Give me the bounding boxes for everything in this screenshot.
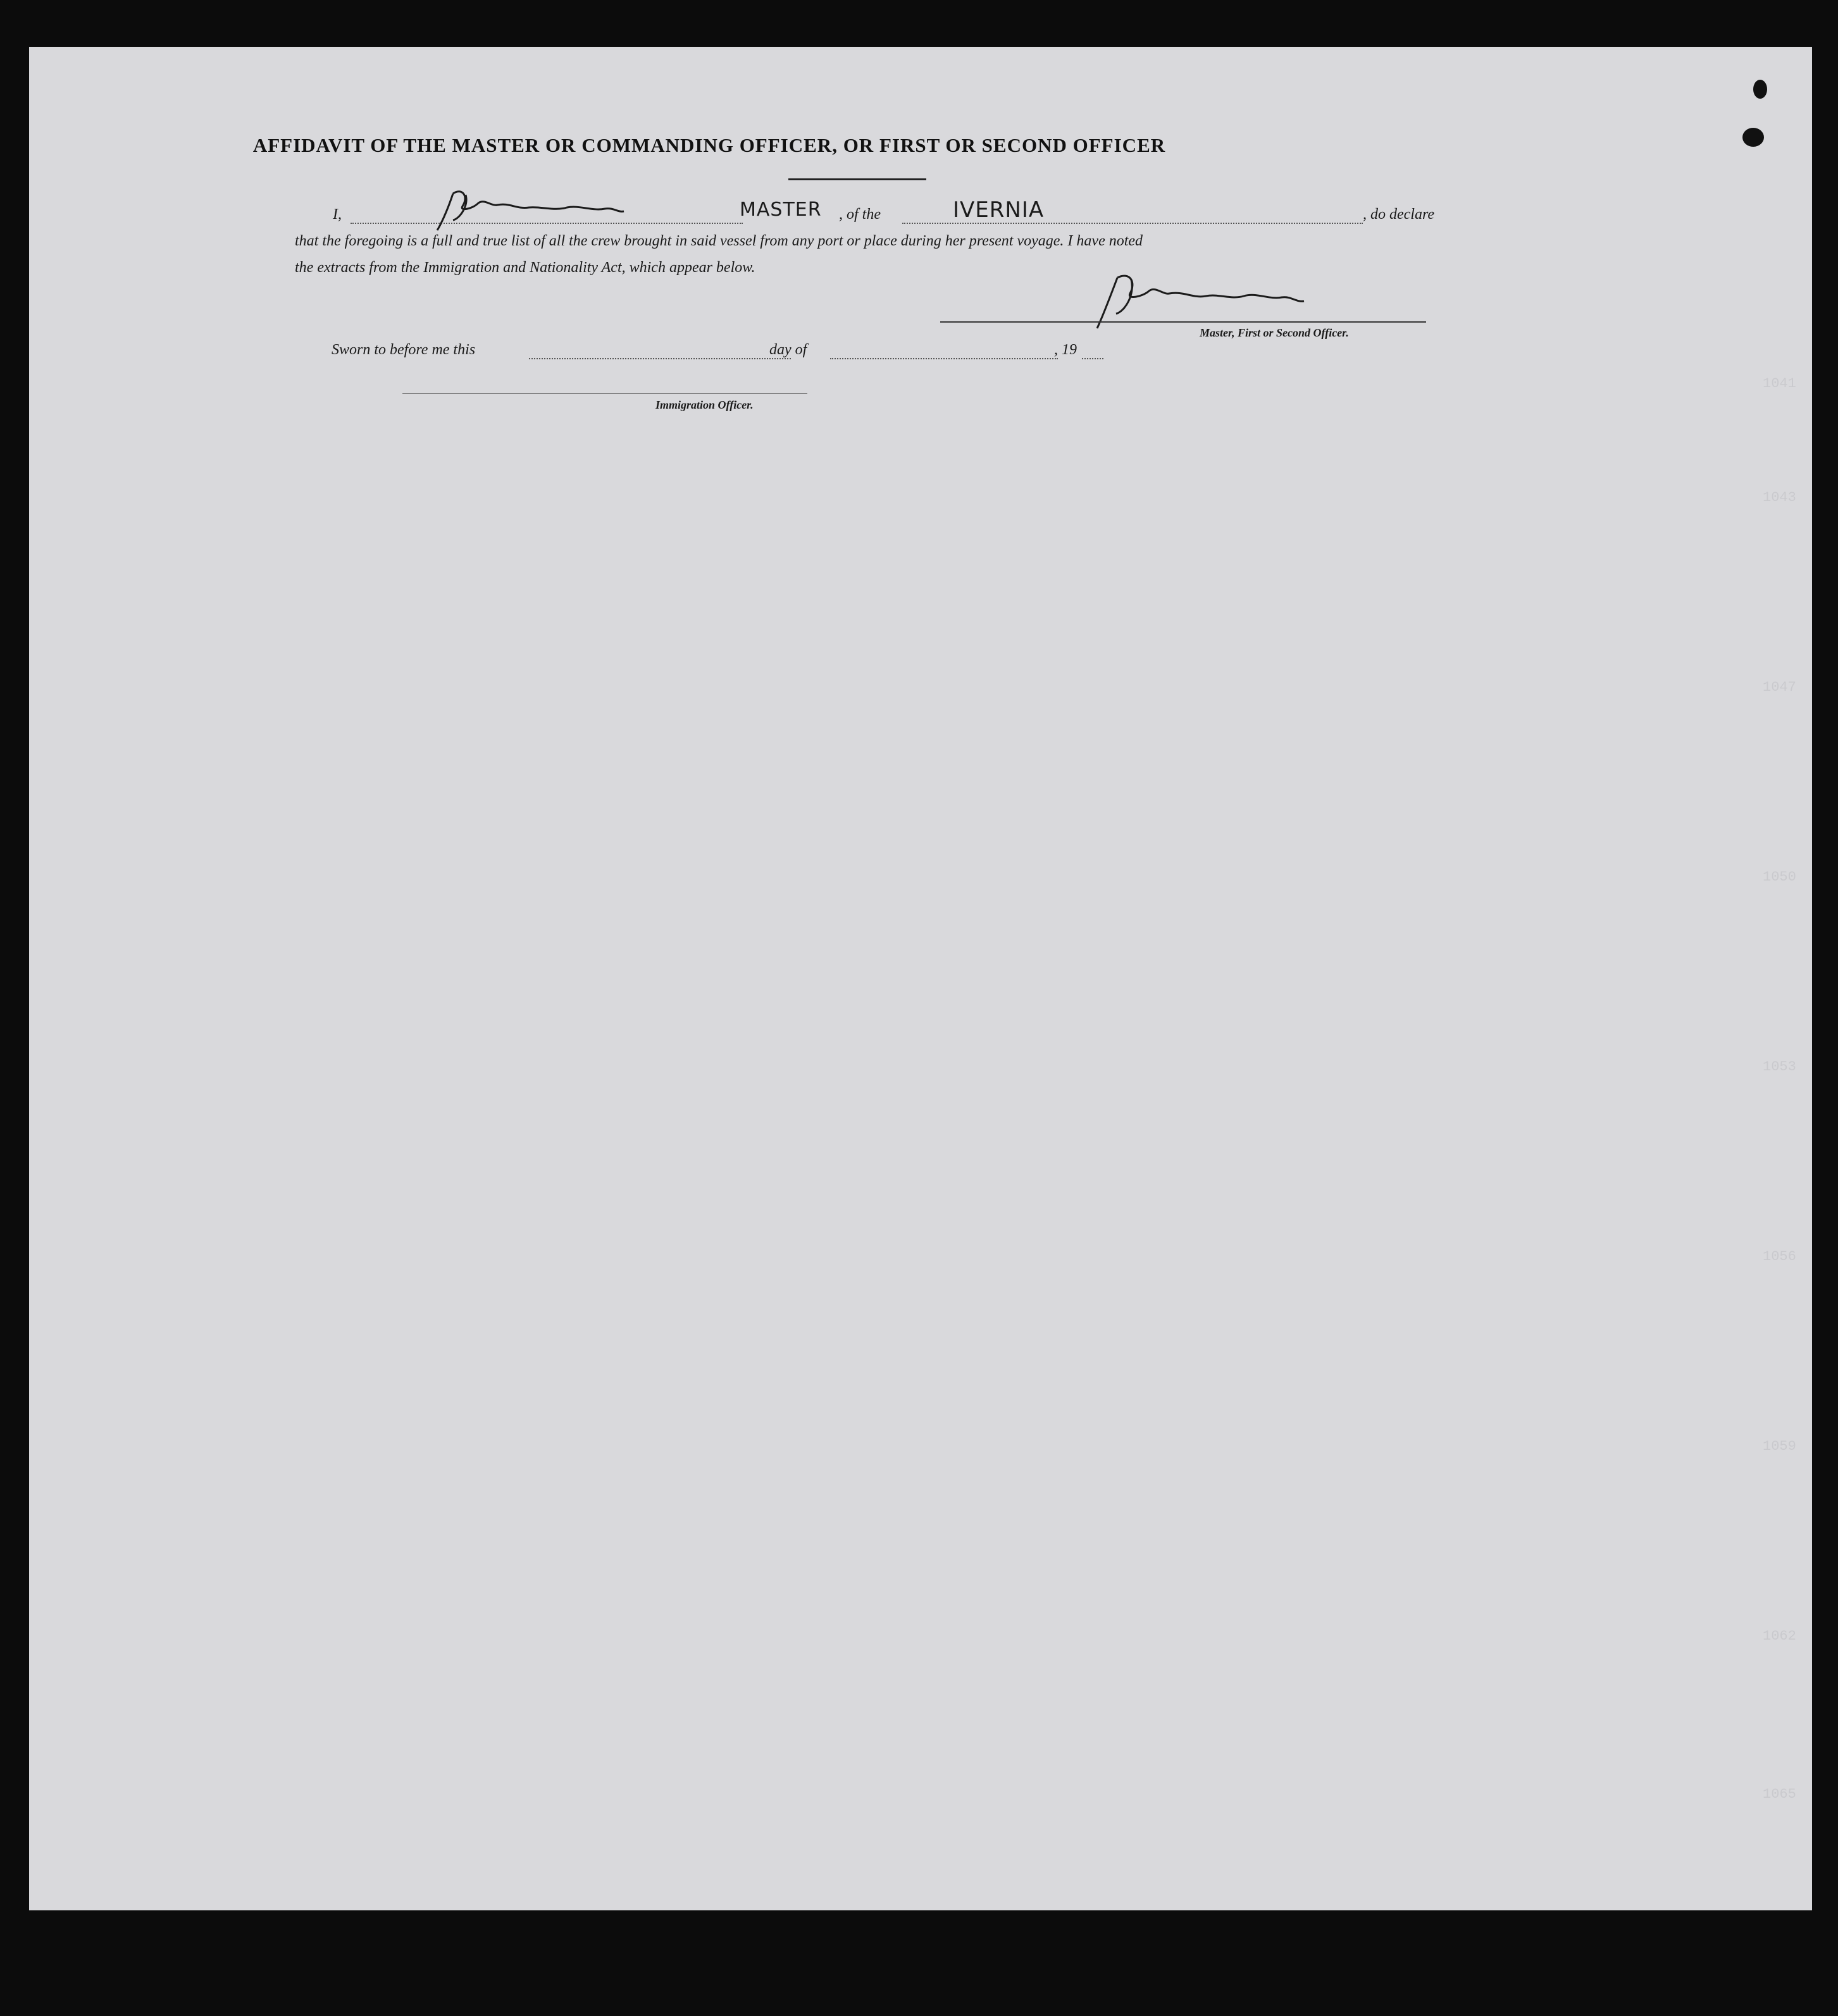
sworn-month-blank [830,358,1058,360]
master-signature-top [434,181,636,232]
immigration-officer-line [402,393,807,394]
document-page: 1041 1043 1047 1050 1053 1056 1059 1062 1065 AFFIDAVIT OF THE MASTER OR COMMANDING OFFICER, OR FIRST OR SECOND OFFICER I, MASTER , of the IVERNIA , do declare that the foregoing is a full and true list of all the crew brought in said vessel from any port or place during her present voyage. I have noted the extracts from the Immigration and Nationality Act, which appear below. Master, First or Second Officer. Sworn to before me this day of , 19 Immigration Officer. [29,47,1812,1910]
declaration-text-line-1: that the foregoing is a full and true list of all the crew brought in said vessel from any port or place during her present voyage. I have noted [295,233,1143,249]
of-the-label: , of the [839,206,881,223]
immigration-officer-caption: Immigration Officer. [655,399,754,411]
vessel-name-handwritten: IVERNIA [953,197,1045,223]
sworn-prefix: Sworn to before me this [332,342,476,358]
signature-line [940,321,1426,323]
declarant-prefix: I, [333,206,342,223]
sworn-day-blank [529,358,791,360]
punch-hole-mark [1742,128,1764,147]
declaration-text-line-2: the extracts from the Immigration and Nationality Act, which appear below. [295,259,755,276]
year-prefix: , 19 [1054,342,1077,358]
day-of-label: day of [769,342,807,358]
do-declare-label: , do declare [1363,206,1435,223]
sworn-year-blank [1082,358,1103,360]
punch-hole-mark [1753,80,1767,99]
rank-handwritten: MASTER [740,199,822,221]
title-rule [788,178,926,180]
vessel-blank-line [902,223,1363,225]
signature-caption: Master, First or Second Officer. [1200,326,1349,339]
affidavit-title: AFFIDAVIT OF THE MASTER OR COMMANDING OFFICER, OR FIRST OR SECOND OFFICER [252,134,1166,156]
